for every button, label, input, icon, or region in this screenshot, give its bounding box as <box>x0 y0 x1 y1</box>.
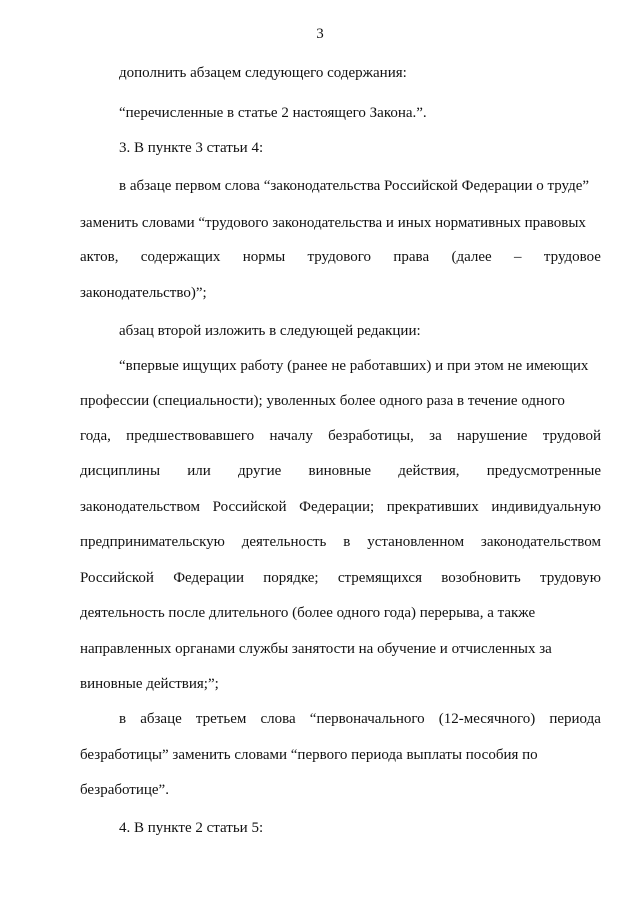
word: индивидуальную <box>491 499 601 515</box>
text-line: безработице”. <box>80 782 169 798</box>
word: предпринимательскую <box>80 534 225 550</box>
text-line: профессии (специальности); уволенных более одного раза в течение одного <box>80 393 565 409</box>
word: в <box>119 711 127 727</box>
word: законодательством <box>480 534 601 550</box>
text-line-justified <box>80 462 601 480</box>
word: абзаце <box>140 711 182 727</box>
word: периода <box>549 711 601 727</box>
text-line-justified <box>80 498 601 516</box>
word: началу <box>269 428 313 444</box>
text-line-justified <box>80 533 601 551</box>
word: года, <box>80 428 111 444</box>
word: установленном <box>367 534 465 550</box>
word: – <box>514 249 522 265</box>
word: предусмотренные <box>486 463 601 479</box>
text-line: “впервые ищущих работу (ранее не работавших) и при этом не имеющих <box>119 358 589 374</box>
text-line: 3. В пункте 3 статьи 4: <box>119 140 264 156</box>
word: трудовой <box>542 428 601 444</box>
text-line: деятельность после длительного (более одного года) перерыва, а также <box>80 605 536 621</box>
word: (далее <box>451 249 492 265</box>
word: актов, <box>80 249 119 265</box>
word: нарушение <box>457 428 528 444</box>
text-line: в абзаце первом слова “законодательства Российской Федерации о труде” <box>119 178 590 194</box>
word: (12-месячного) <box>438 711 536 727</box>
word: или <box>187 463 211 479</box>
word: права <box>393 249 430 265</box>
word: третьем <box>195 711 247 727</box>
word: трудового <box>307 249 372 265</box>
text-line-justified <box>80 248 601 266</box>
word: трудовую <box>539 570 601 586</box>
word: в <box>343 534 351 550</box>
word: законодательством <box>80 499 201 515</box>
word: прекративших <box>386 499 479 515</box>
word: виновные <box>308 463 371 479</box>
word: “первоначального <box>309 711 425 727</box>
word: за <box>429 428 442 444</box>
word: нормы <box>242 249 286 265</box>
text-line: абзац второй изложить в следующей редакции: <box>119 323 421 339</box>
word: другие <box>238 463 282 479</box>
word: дисциплины <box>80 463 161 479</box>
text-line: виновные действия;”; <box>80 676 219 692</box>
word: деятельность <box>241 534 327 550</box>
text-line: безработицы” заменить словами “первого периода выплаты пособия по <box>80 747 538 763</box>
word: Российской <box>212 499 287 515</box>
word: порядке; <box>263 570 319 586</box>
text-line: 4. В пункте 2 статьи 5: <box>119 820 264 836</box>
word: действия, <box>398 463 460 479</box>
word: трудовое <box>543 249 601 265</box>
word: стремящихся <box>337 570 422 586</box>
word: предшествовавшего <box>126 428 255 444</box>
text-line: заменить словами “трудового законодательства и иных нормативных правовых <box>80 215 586 231</box>
text-line: дополнить абзацем следующего содержания: <box>119 65 407 81</box>
text-line-justified <box>80 569 601 587</box>
word: Федерации <box>173 570 245 586</box>
text-line: направленных органами службы занятости на обучение и отчисленных за <box>80 641 552 657</box>
word: возобновить <box>441 570 521 586</box>
word: содержащих <box>140 249 221 265</box>
text-line: “перечисленные в статье 2 настоящего Закона.”. <box>119 105 427 121</box>
text-line-justified <box>119 710 601 728</box>
page-number: 3 <box>316 26 324 42</box>
word: безработицы, <box>328 428 414 444</box>
word: Российской <box>80 570 154 586</box>
text-line: законодательство)”; <box>80 285 207 301</box>
word: слова <box>260 711 296 727</box>
text-line-justified <box>80 427 601 445</box>
word: Федерации; <box>299 499 375 515</box>
